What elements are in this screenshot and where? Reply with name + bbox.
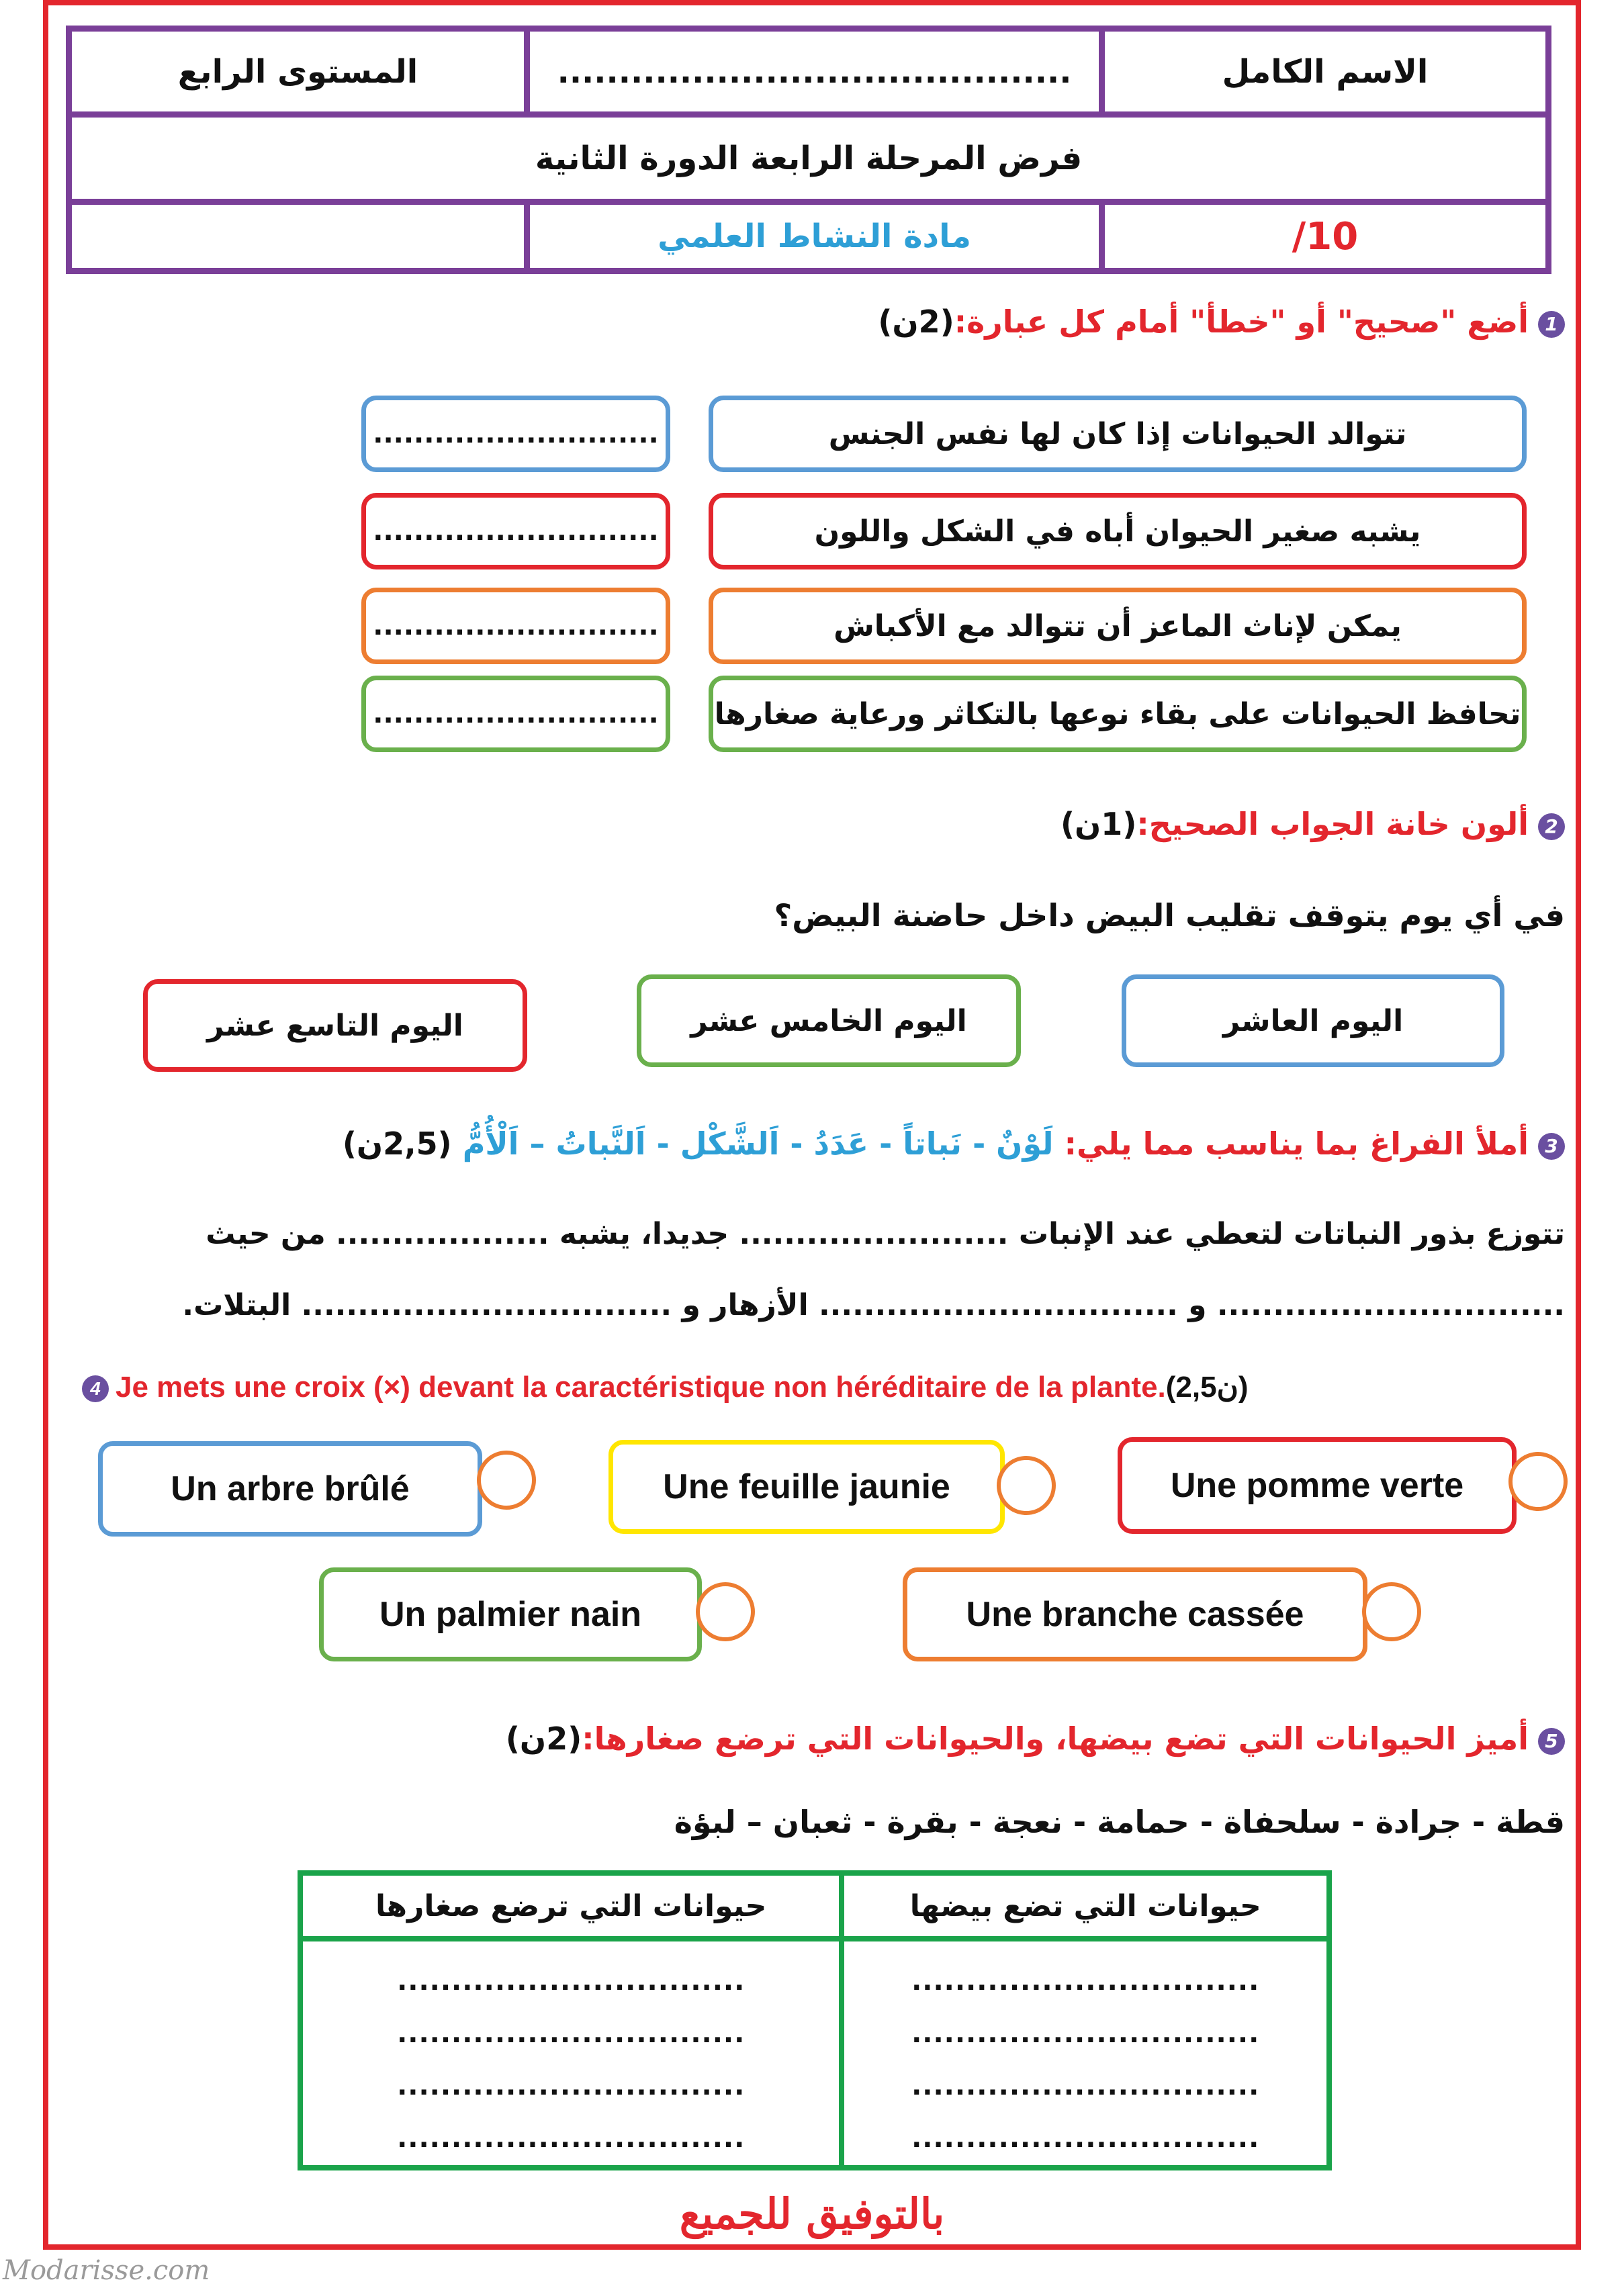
- subject-text: مادة النشاط العلمي: [658, 218, 971, 255]
- q4-checkbox-1[interactable]: [1508, 1452, 1568, 1511]
- q4-option-palmier-nain: [319, 1567, 702, 1661]
- q4-option-2-text: Une feuille jaunie: [663, 1467, 950, 1506]
- q2-instruction: ألون خانة الجواب الصحيح:: [1136, 806, 1529, 842]
- q2-option-1-text: اليوم العاشر: [1222, 1003, 1404, 1038]
- q4-option-4-text: Une branche cassée: [966, 1595, 1304, 1634]
- score-text: /10: [1292, 214, 1359, 259]
- q4-option-1-text: Une pomme verte: [1170, 1466, 1464, 1505]
- q4-instruction: Je mets une croix (×) devant la caractéristique non héréditaire de la plante.: [116, 1371, 1166, 1404]
- q1-statement-2-text: يشبه صغير الحيوان أباه في الشكل واللون: [814, 514, 1421, 549]
- answer-line: ................................: [911, 1966, 1260, 1997]
- q5-points: (2ن): [505, 1721, 582, 1757]
- q3-line-1: تتوزع بذور النباتات لتعطي عند الإنبات ........................ جديدا، يشبه ................... من حيث: [206, 1217, 1565, 1251]
- q4-checkbox-3[interactable]: [477, 1451, 536, 1510]
- q1-title: [878, 304, 1565, 340]
- header-table: [66, 26, 1551, 274]
- col-nurse-header: [300, 1873, 842, 1939]
- q2-option-3[interactable]: [143, 979, 527, 1072]
- col-eggs-header: [842, 1873, 1329, 1939]
- footer-wish: بالتوفيق للجميع: [679, 2189, 945, 2238]
- q2-option-1[interactable]: [1122, 974, 1504, 1067]
- exam-title-cell: [72, 118, 1545, 199]
- q1-statement-3: [709, 588, 1527, 664]
- answer-line: ................................: [911, 2070, 1260, 2101]
- q5-number-icon: 5: [1538, 1728, 1565, 1755]
- q1-statement-4: [709, 676, 1527, 752]
- q1-statement-1: [709, 396, 1527, 472]
- q1-answer-1-dots: ............................: [373, 418, 659, 449]
- level-cell: [72, 32, 524, 111]
- col-eggs-label: حيوانات التي تضع بيضها: [909, 1888, 1261, 1923]
- answer-line: ................................: [397, 2123, 746, 2154]
- score-cell: [1099, 205, 1545, 268]
- q2-number-icon: 2: [1538, 813, 1565, 840]
- q1-answer-1[interactable]: [361, 396, 670, 472]
- q2-option-2[interactable]: [637, 974, 1021, 1067]
- q3-line-2: ............................... و ................................ الأزهار و ................................. البتلات.: [182, 1288, 1565, 1322]
- q1-answer-4-dots: ............................: [373, 698, 659, 729]
- answer-line: ................................: [397, 2070, 746, 2101]
- q3-word-bank: لَوْنٌ - نَباتاً - عَدَدُ - اَلشَّكْل - اَلنَّباتُ – اَلْأُمُّ: [462, 1126, 1054, 1162]
- q4-option-pomme-verte: [1118, 1437, 1517, 1534]
- q2-points: (1ن): [1061, 806, 1137, 842]
- q1-number-icon: 1: [1538, 311, 1565, 338]
- q4-option-feuille-jaunie: [608, 1440, 1005, 1534]
- q4-checkbox-4[interactable]: [1362, 1582, 1421, 1641]
- q5-instruction: أميز الحيوانات التي تضع بيضها، والحيوانات التي ترضع صغارها:: [582, 1721, 1529, 1757]
- q4-checkbox-5[interactable]: [696, 1582, 755, 1641]
- q4-option-branche-cassee: [903, 1567, 1367, 1661]
- name-field[interactable]: [524, 32, 1099, 111]
- q1-answer-3-dots: ............................: [373, 610, 659, 641]
- q1-answer-2-dots: ............................: [373, 516, 659, 547]
- q1-statement-4-text: تحافظ الحيوانات على بقاء نوعها بالتكاثر ورعاية صغارها: [714, 696, 1521, 731]
- q4-option-5-text: Un palmier nain: [379, 1595, 642, 1634]
- q5-animal-list: قطة - جرادة - سلحفاة - حمامة - نعجة - بقرة - ثعبان – لبؤة: [674, 1804, 1565, 1840]
- q4-title: [82, 1370, 1249, 1404]
- answer-line: ................................: [911, 2018, 1260, 2049]
- q3-points: (2,5ن): [342, 1126, 452, 1162]
- q2-question: في أي يوم يتوقف تقليب البيض داخل حاضنة البيض؟: [774, 897, 1565, 933]
- q2-option-2-text: اليوم الخامس عشر: [690, 1003, 967, 1038]
- col-eggs-answers[interactable]: [842, 1939, 1329, 2168]
- full-name-label: الاسم الكامل: [1222, 52, 1429, 91]
- q1-statement-1-text: تتوالد الحيوانات إذا كان لها نفس الجنس: [828, 416, 1407, 451]
- q1-instruction: أضع "صحيح" أو "خطأ" أمام كل عبارة:: [954, 304, 1529, 340]
- name-dots: ..........................................: [557, 52, 1072, 91]
- q1-answer-2[interactable]: [361, 493, 670, 569]
- q1-statement-3-text: يمكن لإناث الماعز أن تتوالد مع الأكباش: [833, 608, 1402, 643]
- blank-cell: [72, 205, 524, 268]
- q1-points: (2ن): [878, 304, 954, 340]
- q3-instruction: أملأ الفراغ بما يناسب مما يلي:: [1064, 1126, 1529, 1162]
- q5-title: [506, 1721, 1565, 1757]
- q3-title: [343, 1126, 1565, 1162]
- q1-answer-4[interactable]: [361, 676, 670, 752]
- answer-line: ................................: [397, 2018, 746, 2049]
- exam-title: فرض المرحلة الرابعة الدورة الثانية: [535, 139, 1083, 177]
- animals-table: [298, 1870, 1332, 2170]
- subject-cell: [524, 205, 1099, 268]
- q4-points: (2,5ن): [1165, 1371, 1249, 1404]
- q4-option-arbre-brule: [98, 1441, 482, 1537]
- q3-number-icon: 3: [1538, 1133, 1565, 1160]
- level-text: المستوى الرابع: [177, 52, 418, 91]
- q4-option-3-text: Un arbre brûlé: [171, 1469, 410, 1508]
- q2-option-3-text: اليوم التاسع عشر: [207, 1008, 463, 1043]
- q2-title: [1061, 806, 1565, 842]
- col-nurse-answers[interactable]: [300, 1939, 842, 2168]
- q1-answer-3[interactable]: [361, 588, 670, 664]
- col-nurse-label: حيوانات التي ترضع صغارها: [375, 1888, 767, 1923]
- full-name-label-cell: [1099, 32, 1545, 111]
- watermark: Modarisse.com: [3, 2255, 210, 2286]
- q1-statement-2: [709, 493, 1527, 569]
- answer-line: ................................: [911, 2123, 1260, 2154]
- answer-line: ................................: [397, 1966, 746, 1997]
- q4-number-icon: 4: [82, 1375, 109, 1402]
- q4-checkbox-2[interactable]: [997, 1456, 1056, 1515]
